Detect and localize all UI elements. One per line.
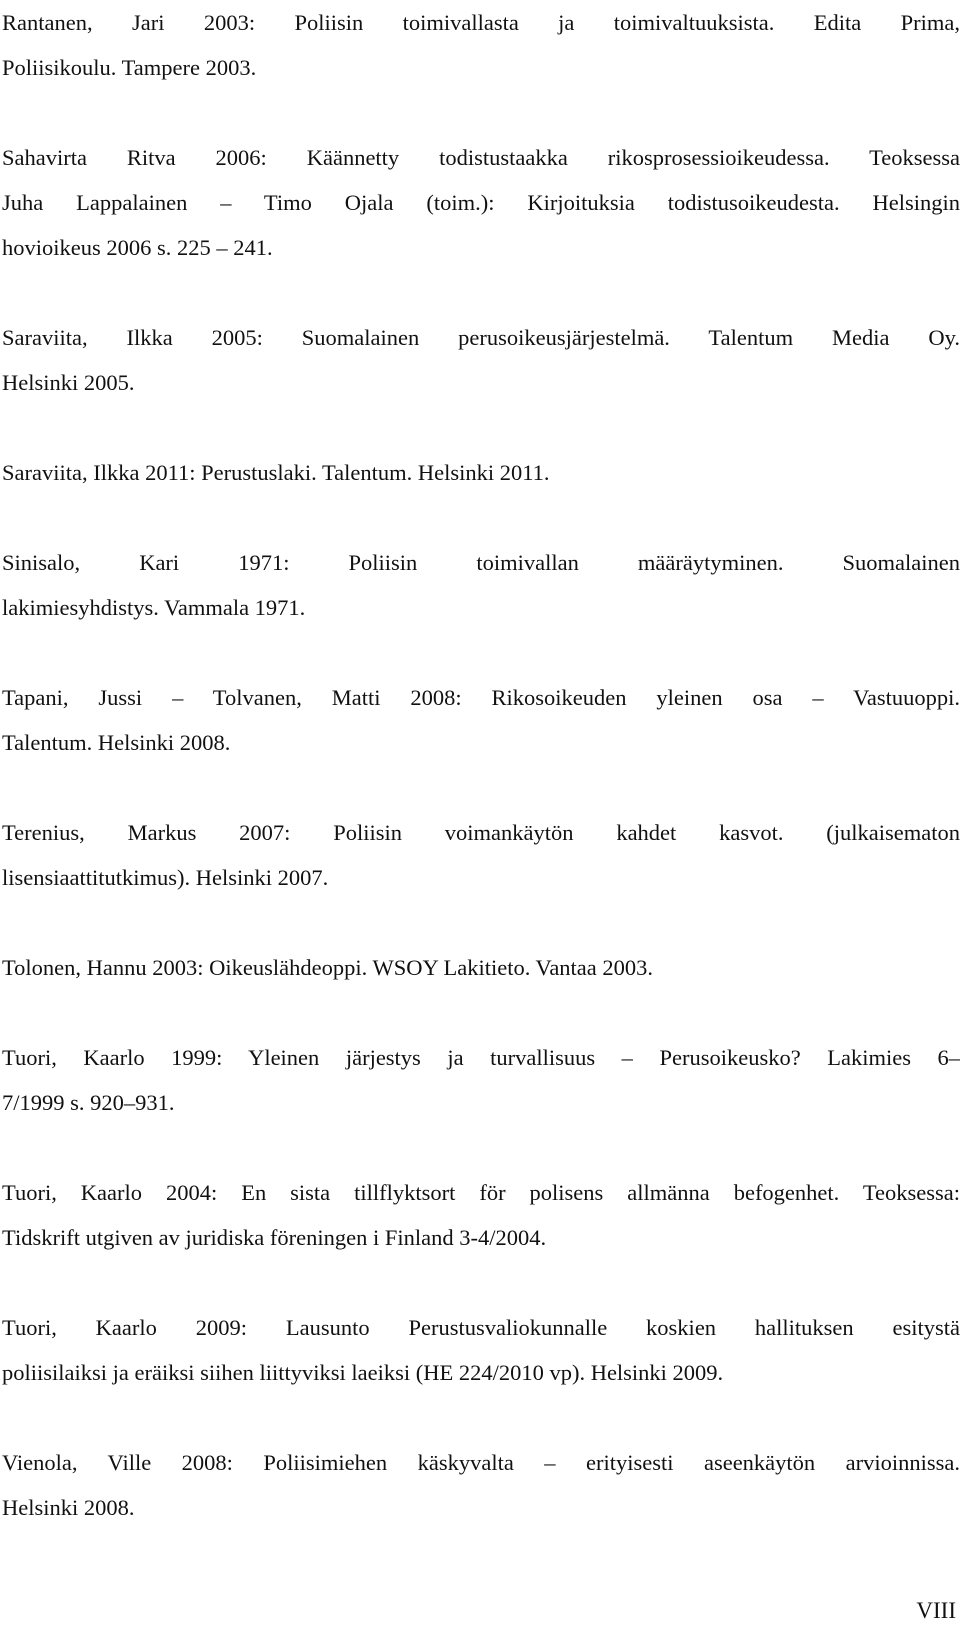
reference-line: Rantanen, Jari 2003: Poliisin toimivallasta ja toimivaltuuksista. Edita Prima, <box>2 10 960 35</box>
reference-entry <box>2 945 960 990</box>
reference-entry <box>2 540 960 630</box>
reference-line: Tapani, Jussi – Tolvanen, Matti 2008: Rikosoikeuden yleinen osa – Vastuuoppi. <box>2 685 960 710</box>
reference-line: 7/1999 s. 920–931. <box>2 1090 175 1115</box>
reference-line: Poliisikoulu. Tampere 2003. <box>2 55 257 80</box>
reference-line: hovioikeus 2006 s. 225 – 241. <box>2 235 273 260</box>
reference-list <box>2 0 960 1575</box>
reference-line: Tuori, Kaarlo 2004: En sista tillflyktsort för polisens allmänna befogenhet. Teoksessa: <box>2 1180 960 1205</box>
reference-line: Helsinki 2008. <box>2 1495 135 1520</box>
reference-line: Vienola, Ville 2008: Poliisimiehen käskyvalta – erityisesti aseenkäytön arvioinnissa. <box>2 1450 960 1475</box>
page-number: VIII <box>916 1598 956 1623</box>
reference-line: lakimiesyhdistys. Vammala 1971. <box>2 595 306 620</box>
reference-entry <box>2 1035 960 1125</box>
reference-line: Tolonen, Hannu 2003: Oikeuslähdeoppi. WSOY Lakitieto. Vantaa 2003. <box>2 955 654 980</box>
reference-entry <box>2 1170 960 1260</box>
reference-entry <box>2 1440 960 1530</box>
reference-line: Tuori, Kaarlo 1999: Yleinen järjestys ja turvallisuus – Perusoikeusko? Lakimies 6– <box>2 1045 960 1070</box>
reference-entry <box>2 315 960 405</box>
reference-line: Tuori, Kaarlo 2009: Lausunto Perustusvaliokunnalle koskien hallituksen esitystä <box>2 1315 960 1340</box>
reference-line: poliisilaiksi ja eräiksi siihen liittyviksi laeiksi (HE 224/2010 vp). Helsinki 2009. <box>2 1360 724 1385</box>
reference-line: Tidskrift utgiven av juridiska föreningen i Finland 3-4/2004. <box>2 1225 547 1250</box>
reference-line: Sinisalo, Kari 1971: Poliisin toimivallan määräytyminen. Suomalainen <box>2 550 960 575</box>
reference-line: Juha Lappalainen – Timo Ojala (toim.): Kirjoituksia todistusoikeudesta. Helsingin <box>2 190 960 215</box>
reference-line: Talentum. Helsinki 2008. <box>2 730 231 755</box>
reference-entry <box>2 135 960 270</box>
reference-line: Helsinki 2005. <box>2 370 135 395</box>
reference-entry <box>2 1305 960 1395</box>
reference-line: lisensiaattitutkimus). Helsinki 2007. <box>2 865 329 890</box>
reference-entry <box>2 810 960 900</box>
reference-line: Terenius, Markus 2007: Poliisin voimankäytön kahdet kasvot. (julkaisematon <box>2 820 960 845</box>
reference-entry <box>2 675 960 765</box>
reference-line: Saraviita, Ilkka 2011: Perustuslaki. Talentum. Helsinki 2011. <box>2 460 550 485</box>
reference-line: Saraviita, Ilkka 2005: Suomalainen perusoikeusjärjestelmä. Talentum Media Oy. <box>2 325 960 350</box>
reference-entry <box>2 0 960 90</box>
reference-entry <box>2 450 960 495</box>
reference-line: Sahavirta Ritva 2006: Käännetty todistustaakka rikosprosessioikeudessa. Teoksessa <box>2 145 960 170</box>
